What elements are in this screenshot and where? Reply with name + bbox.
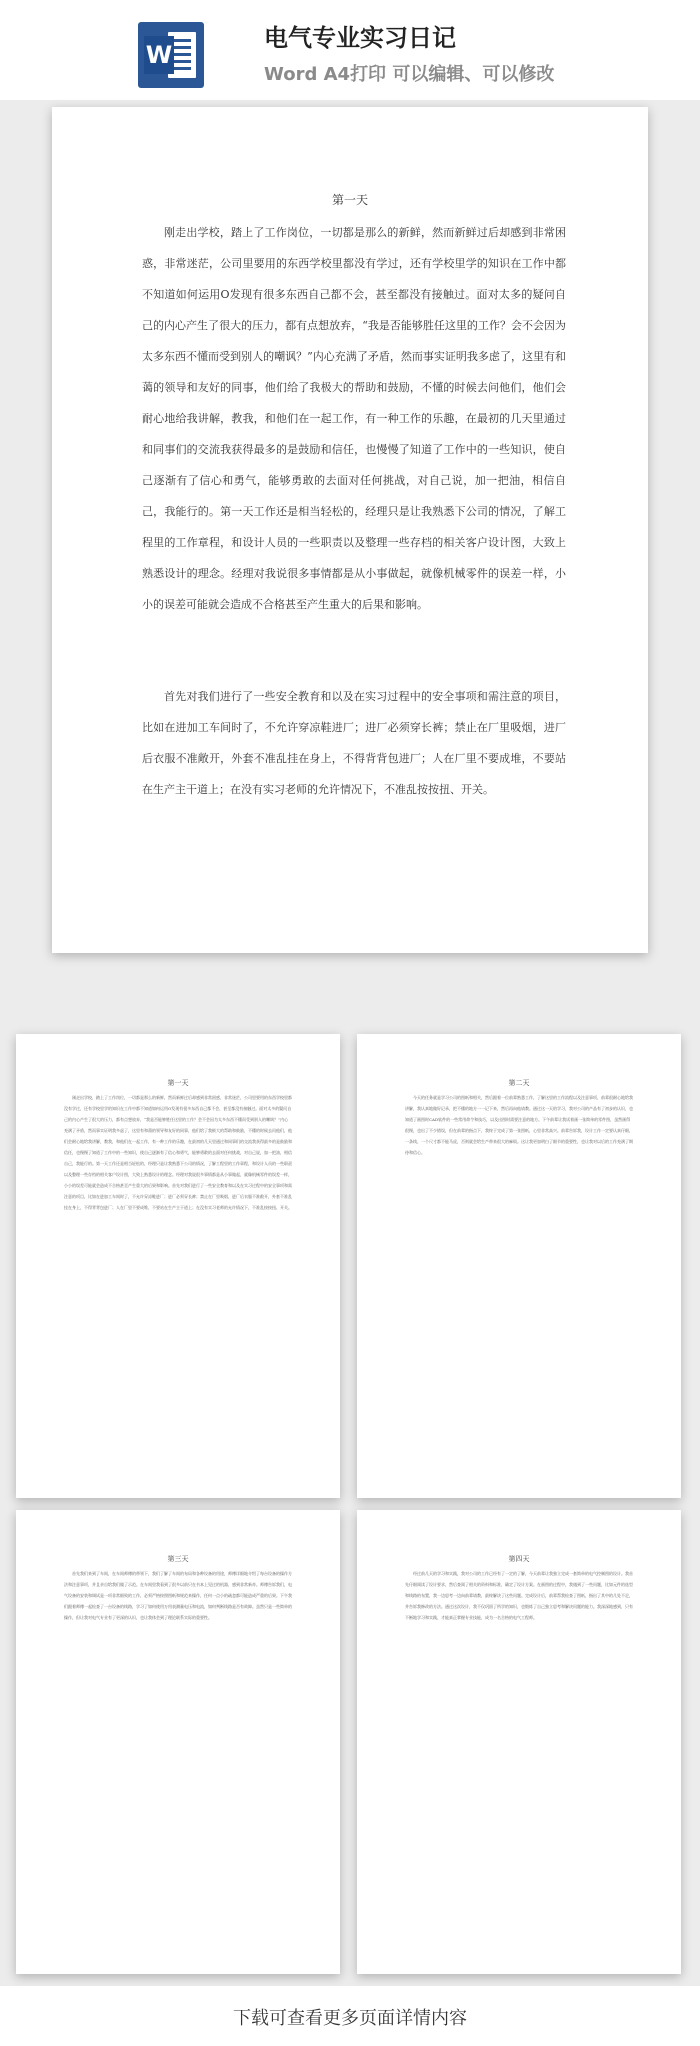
document-subtitle: Word A4打印 可以编辑、可以修改 (264, 64, 555, 85)
thumbnail-heading: 第二天 (508, 1079, 530, 1087)
page-heading: 第一天 (331, 193, 368, 207)
document-title: 电气专业实习日记 (264, 24, 456, 52)
download-more-link[interactable]: 下载可查看更多页面详情内容 (233, 2008, 467, 2029)
thumbnail-text: 今天的任务就是学习公司的图纸和相关，然后跟着一位前辈熟悉工作，了解这里的工作流程以及注意事项，前辈很耐心地给我讲解，我认真地做好记录，把不懂的地方一一记下来，然后再向他请教。通过这一天的学习，我对公司的产品有了初步的认识，也知道了画图时CAD软件的一些常用命令和技巧，以及出图时需要注意的地方。下午前辈让我试着画一张简单的零件图，虽然画得很慢，也出了不少错误，但在前辈的指点下，我终于完成了第一张图纸，心里非常高兴。前辈告诉我，设计工作一定要认真仔细，一条线、一个尺寸都不能马虎，否则就会给生产带来很大的麻烦。这让我更加明白了细节的重要性，也让我对以后的工作充满了期待和信心。 (405, 1095, 633, 1155)
thumbnail-heading: 第四天 (508, 1555, 530, 1563)
header-banner (0, 0, 700, 100)
thumbnail-text: 刚走出学校，踏上了工作岗位，一切都是那么的新鲜，然而新鲜过后却感到非常困惑，非常迷茫，公司里要用的东西学校里都没有学过，还有学校里学的知识在工作中都不知道如何运用O发现有很多东西自己都不会，甚至都没有接触过。面对太多的疑问自己的内心产生了很大的压力，都有点想放弃，“我是否能够胜任这里的工作？会不会因为太多东西不懂而受到别人的嘲讽？”内心充满了矛盾，然而事实证明我多虑了，这里有和蔼的领导和友好的同事，他们给了我极大的帮助和鼓励，不懂的时候去问他们，他们会耐心地给我讲解，教我，和他们在一起工作，有一种工作的乐趣，在最初的几天里通过和同事们的交流我获得最多的是鼓励和信任，也慢慢了知道了工作中的一些知识，使自己逐渐有了信心和勇气，能够勇敢的去面对任何挑战，对自己说，加一把油，相信自己，我能行的。第一天工作还是相当轻松的，经理只是让我熟悉下公司的情况，了解工程里的工作章程，和设计人员的一些职责以及整理一些存档的相关客户设计图，大致上熟悉设计的理念。经理对我说很多事情都是从小事做起，就像机械零件的误差一样，小小的误差可能就会造成不合格甚至产生重大的后果和影响。首先对我们进行了一些安全教育和以及在实习过程中的安全事项和需注意的项目，比如在进加工车间时了，不允许穿凉鞋进厂；进厂必须穿长裤；禁止在厂里吸烟，进厂后衣服不准敞开，外套不准乱挂在身上，不得背背包进厂；人在厂里不要成堆，不要站在生产主干道上；在没有实习老师的允许情况下，不准乱按按扭、开关。 (64, 1095, 292, 1210)
thumbnail-text: 经过前几天的学习和实践，我对公司的工作已经有了一定的了解，今天前辈让我独立完成一套简单的电气控制图的设计。我首先仔细阅读了设计要求，然后查阅了相关的资料和标准，确定了设计方案。在画图的过程中，我遇到了一些问题，比如元件的选型和线路的布置，我一边思考一边向前辈请教，最终解决了这些问题。完成设计后，前辈帮我检查了图纸，指出了其中的几处不足，并告诉我修改的方法。通过这次设计，我不仅巩固了所学的知识，也锻炼了自己独立思考和解决问题的能力。我深深地感到，只有不断地学习和实践，才能真正掌握专业技能，成为一名合格的电气工程师。 (405, 1571, 633, 1620)
body-paragraph: 刚走出学校，踏上了工作岗位，一切都是那么的新鲜，然而新鲜过后却感到非常困惑，非常迷茫，公司里要用的东西学校里都没有学过，还有学校里学的知识在工作中都不知道如何运用O发现有很多东西自己都不会，甚至都没有接触过。面对太多的疑问自己的内心产生了很大的压力，都有点想放弃，“我是否能够胜任这里的工作？会不会因为太多东西不懂而受到别人的嘲讽？”内心充满了矛盾，然而事实证明我多虑了，这里有和蔼的领导和友好的同事，他们给了我极大的帮助和鼓励，不懂的时候去问他们，他们会耐心地给我讲解，教我，和他们在一起工作，有一种工作的乐趣，在最初的几天里通过和同事们的交流我获得最多的是鼓励和信任，也慢慢了知道了工作中的一些知识，使自己逐渐有了信心和勇气，能够勇敢的去面对任何挑战，对自己说，加一把油，相信自己，我能行的。第一天工作还是相当轻松的，经理只是让我熟悉下公司的情况，了解工程里的工作章程，和设计人员的一些职责以及整理一些存档的相关客户设计图，大致上熟悉设计的理念。经理对我说很多事情都是从小事做起，就像机械零件的误差一样，小小的误差可能就会造成不合格甚至产生重大的后果和影响。 (142, 226, 566, 611)
body-paragraph: 首先对我们进行了一些安全教育和以及在实习过程中的安全事项和需注意的项目，比如在进加工车间时了，不允许穿凉鞋进厂；进厂必须穿长裤；禁止在厂里吸烟，进厂后衣服不准敞开，外套不准乱挂在身上，不得背背包进厂；人在厂里不要成堆，不要站在生产主干道上；在没有实习老师的允许情况下，不准乱按按扭、开关。 (142, 690, 566, 796)
page-thumbnail[interactable] (16, 1034, 340, 1498)
footer-bar (0, 1986, 700, 2046)
document-page-main (52, 107, 648, 953)
page-thumbnail[interactable] (357, 1510, 681, 1974)
page-thumbnail[interactable] (16, 1510, 340, 1974)
thumbnail-heading: 第一天 (167, 1079, 189, 1087)
word-logo-letter: W (144, 36, 174, 74)
thumbnail-heading: 第三天 (167, 1555, 189, 1563)
word-document-icon (138, 22, 204, 88)
thumbnail-text: 首先我们来到了车间，在车间师傅的带领下，我们了解了车间的布局和各种设备的用途，师傅详细地介绍了每台设备的操作方法和注意事项，并且亲自给我们做了示范。在车间里我看到了很多以前只在书本上见过的机器，感到非常新奇。师傅告诉我们，电气设备的安装和调试是一项非常细致的工作，必须严格按照图纸和规范来操作，任何一点小的疏忽都可能造成严重的后果。下午我们跟着师傅一起检查了一台设备的线路，学习了如何使用万用表测量电压和电流，如何判断线路是否有故障。虽然只是一些简单的操作，但让我对电气专业有了更深的认识，也让我体会到了理论联系实际的重要性。 (64, 1571, 292, 1620)
page-thumbnail[interactable] (357, 1034, 681, 1498)
